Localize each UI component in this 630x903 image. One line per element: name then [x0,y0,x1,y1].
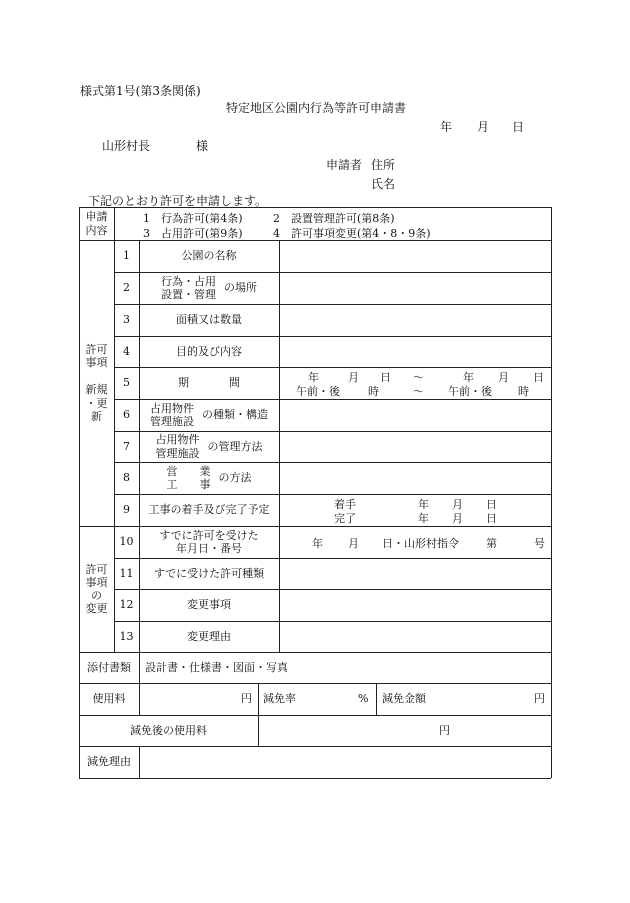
usage-fee-yen: 円 [241,692,252,706]
row-number-3: 3 [123,313,130,327]
park-name-label: 公園の名称 [181,249,237,263]
change-reason-label: 変更理由 [187,629,231,643]
period-start-year: 年 [308,371,319,384]
prior-permit-month: 月 [348,537,359,550]
fee-after-reduction-field[interactable] [259,716,419,746]
name-label: 氏名 [371,177,396,191]
prior-permit-date-label [139,526,279,558]
section-change-label-line: 変更 [85,602,108,616]
reduction-reason-label: 減免理由 [87,755,131,769]
work-start-day: 日 [486,498,497,511]
applicant-label: 申請者 [326,158,363,172]
row-number-9: 9 [123,503,130,517]
change-reason-field[interactable] [280,622,550,652]
period-start-month: 月 [348,371,359,384]
date-month-label: 月 [477,120,490,134]
business-work-method-label [139,462,279,494]
fee-after-reduction-yen: 円 [439,723,450,737]
reduction-rate-field[interactable] [300,684,355,715]
location-label-line1: 行為・占用 [161,274,216,288]
business-work-suffix: の方法 [218,471,252,485]
prior-permit-field[interactable] [280,527,550,558]
intro-text: 下記のとおり許可を申請します。 [88,194,268,208]
row-number-11: 11 [119,566,134,580]
management-method-label [139,431,279,462]
reduction-amount-field[interactable] [440,684,530,715]
attachments-value: 設計書・仕様書・図面・写真 [145,660,288,674]
row-number-4: 4 [123,344,130,358]
management-method-line1: 占用物件 [155,433,200,447]
management-method-line2: 管理施設 [155,446,200,460]
type-structure-line1: 占用物件 [150,401,194,415]
table-border-right [551,207,552,778]
period-end-month: 月 [498,371,509,384]
work-end-label: 完了 [334,512,356,525]
period-label [139,367,279,399]
fee-after-reduction-label: 減免後の使用料 [130,723,207,737]
period-end-day: 日 [533,371,544,384]
work-start-month: 月 [452,498,463,511]
prior-permit-day-office: 日・山形村指令 [382,537,459,550]
application-option-1: 1 行為許可(第4条) [143,212,243,225]
area-quantity-label: 面積又は数量 [176,313,242,327]
type-structure-line2: 管理施設 [150,415,194,428]
section-new-label-line: ・更 [85,396,108,410]
business-work-line2: 工 事 [166,478,211,491]
date-year-label: 年 [440,120,453,134]
usage-fee-label: 使用料 [92,692,126,706]
period-tilde: ～ [413,371,424,384]
section-change-label-line: 事項 [85,575,108,589]
addressee-honorific: 様 [196,139,209,153]
business-work-field[interactable] [280,463,550,494]
address-label: 住所 [371,158,396,172]
prior-permit-line1: すでに許可を受けた [159,528,259,542]
section-change-label [79,526,114,652]
period-label-b: 間 [229,376,240,390]
reduction-reason-field[interactable] [140,747,550,778]
usage-fee-field[interactable] [140,684,257,715]
period-end-hour: 時 [518,385,529,398]
period-end-year: 年 [463,371,474,384]
form-title: 特定地区公園内行為等許可申請書 [226,101,407,115]
section-new-label-line: 事項 [85,356,108,370]
row-number-13: 13 [119,629,134,643]
section-new-label-line: 新規 [85,383,108,397]
work-schedule-field[interactable] [280,495,550,526]
section-new-label-line: 新 [91,409,102,423]
change-items-field[interactable] [280,590,550,621]
row-number-7: 7 [123,439,130,453]
attachments-label: 添付書類 [87,660,131,674]
reduction-rate-label: 減免率 [263,692,296,706]
reduction-rate-percent: % [358,692,369,706]
row-number-8: 8 [123,471,130,485]
row-number-10: 10 [119,535,134,549]
business-work-line1: 営 業 [166,464,211,478]
management-method-field[interactable] [280,432,550,462]
prior-permit-go: 号 [534,537,545,550]
row-number-2: 2 [123,281,130,295]
row-number-12: 12 [119,598,134,612]
form-number: 様式第1号(第3条関係) [80,84,201,98]
location-field[interactable] [280,273,550,304]
work-end-year: 年 [418,512,429,525]
change-items-label: 変更事項 [187,598,231,612]
application-label-line2: 内容 [85,223,108,237]
section-new-label-line: 許可 [85,343,108,357]
date-day-label: 日 [512,120,525,134]
application-option-4: 4 許可事項変更(第4・8・9条) [273,227,431,240]
table-border-bottom [79,778,551,779]
period-label-a: 期 [178,376,189,390]
work-start-year: 年 [418,498,429,511]
section-new-label [79,240,114,526]
application-label-line1: 申請 [85,210,108,224]
management-method-suffix: の管理方法 [207,439,263,453]
application-label [79,207,114,240]
prior-permit-type-field[interactable] [280,559,550,589]
location-label-line2: 設置・管理 [161,288,216,301]
row-number-6: 6 [123,408,130,422]
period-start-hour: 時 [368,385,379,398]
location-label-suffix: の場所 [224,281,257,295]
section-change-label-line: の [91,589,102,602]
type-structure-field[interactable] [280,400,550,431]
prior-permit-line2: 年月日・番号 [176,542,242,555]
table-line [376,683,377,715]
application-option-3: 3 占用許可(第9条) [143,227,243,240]
row-number-5: 5 [123,376,130,390]
type-structure-label [139,399,279,431]
reduction-amount-label: 減免金額 [382,692,426,706]
work-end-day: 日 [486,512,497,525]
park-name-field[interactable] [280,241,550,272]
work-end-month: 月 [452,512,463,525]
period-tilde-2: ～ [413,385,424,398]
reduction-amount-yen: 円 [534,692,545,706]
prior-permit-dai: 第 [486,537,497,550]
application-option-2: 2 設置管理許可(第8条) [273,212,395,225]
type-structure-suffix: の種類・構造 [202,408,268,422]
purpose-content-label: 目的及び内容 [176,344,242,358]
section-change-label-line: 許可 [85,562,108,576]
purpose-content-field[interactable] [280,337,550,367]
period-start-day: 日 [380,371,391,384]
work-start-label: 着手 [334,498,356,511]
period-field[interactable] [280,368,550,399]
row-number-1: 1 [123,249,130,263]
table-border-top [79,207,551,208]
area-quantity-field[interactable] [280,305,550,336]
prior-permit-year: 年 [312,537,323,550]
location-label [139,272,279,304]
addressee: 山形村長 [102,139,151,153]
work-schedule-label: 工事の着手及び完了予定 [148,503,270,517]
period-start-ampm: 午前・後 [296,385,340,398]
period-end-ampm: 午前・後 [448,385,492,398]
prior-permit-type-label: すでに受けた許可種類 [153,566,265,580]
